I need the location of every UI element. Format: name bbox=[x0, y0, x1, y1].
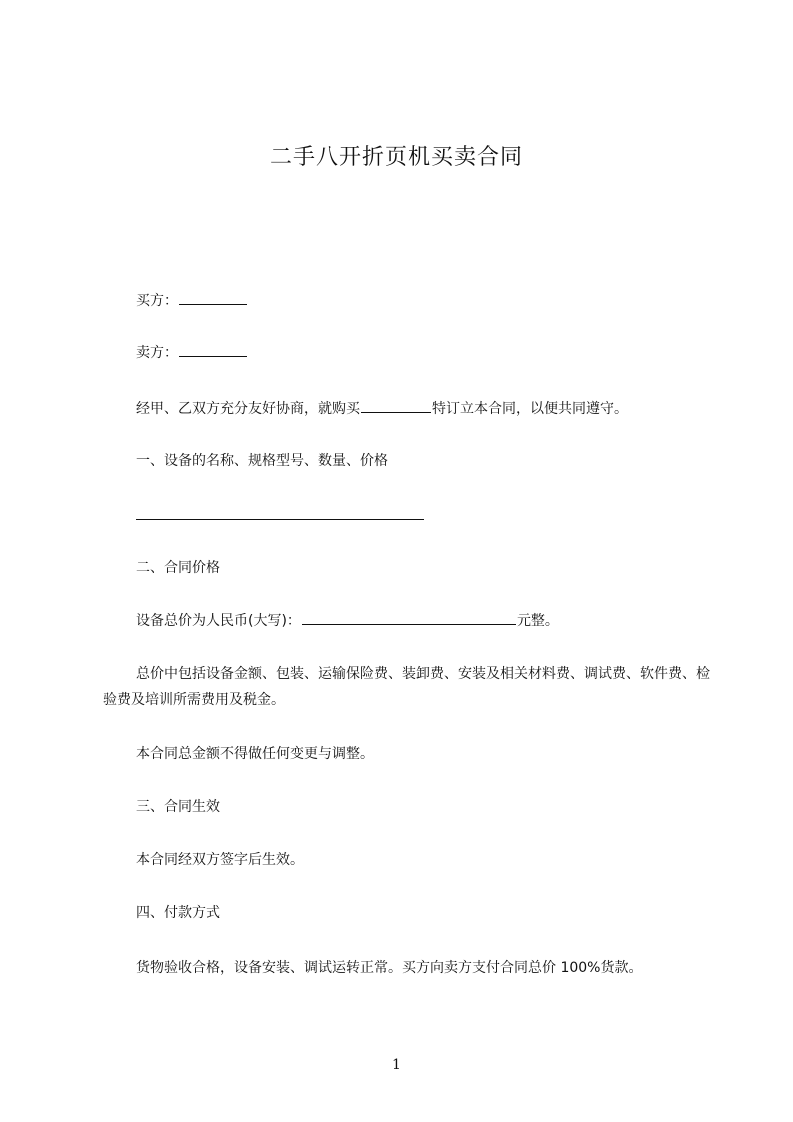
no-change-paragraph: 本合同总金额不得做任何变更与调整。 bbox=[136, 746, 374, 762]
intro-suffix: 特订立本合同，以便共同遵守。 bbox=[432, 401, 628, 417]
buyer-line bbox=[136, 290, 248, 312]
page-title: 二手八开折页机买卖合同 bbox=[269, 145, 523, 170]
price-amount-blank[interactable] bbox=[302, 610, 516, 625]
intro-line bbox=[136, 398, 628, 420]
effective-paragraph: 本合同经双方签字后生效。 bbox=[136, 852, 304, 868]
price-line bbox=[136, 610, 559, 632]
seller-blank[interactable] bbox=[179, 342, 247, 357]
equipment-details-blank[interactable] bbox=[136, 519, 424, 520]
price-includes-paragraph: 总价中包括设备金额、包装、运输保险费、装卸费、安装及相关材料费、调试费、软件费、检验费及培训所需费用及税金。 bbox=[103, 666, 710, 708]
price-prefix: 设备总价为人民币(大写)： bbox=[136, 613, 301, 629]
seller-label: 卖方： bbox=[136, 345, 178, 361]
seller-line bbox=[136, 342, 248, 364]
purchase-item-blank[interactable] bbox=[361, 398, 431, 413]
section2-heading: 二、合同价格 bbox=[136, 560, 220, 576]
section1-heading: 一、设备的名称、规格型号、数量、价格 bbox=[136, 453, 388, 469]
buyer-label: 买方： bbox=[136, 293, 178, 309]
section3-heading: 三、合同生效 bbox=[136, 799, 220, 815]
intro-prefix: 经甲、乙双方充分友好协商，就购买 bbox=[136, 401, 360, 417]
page-number: 1 bbox=[392, 1057, 401, 1073]
price-suffix: 元整。 bbox=[516, 613, 559, 629]
section4-heading: 四、付款方式 bbox=[136, 905, 220, 921]
payment-paragraph: 货物验收合格，设备安装、调试运转正常。买方向卖方支付合同总价 100%货款。 bbox=[136, 960, 643, 976]
buyer-blank[interactable] bbox=[179, 290, 247, 305]
